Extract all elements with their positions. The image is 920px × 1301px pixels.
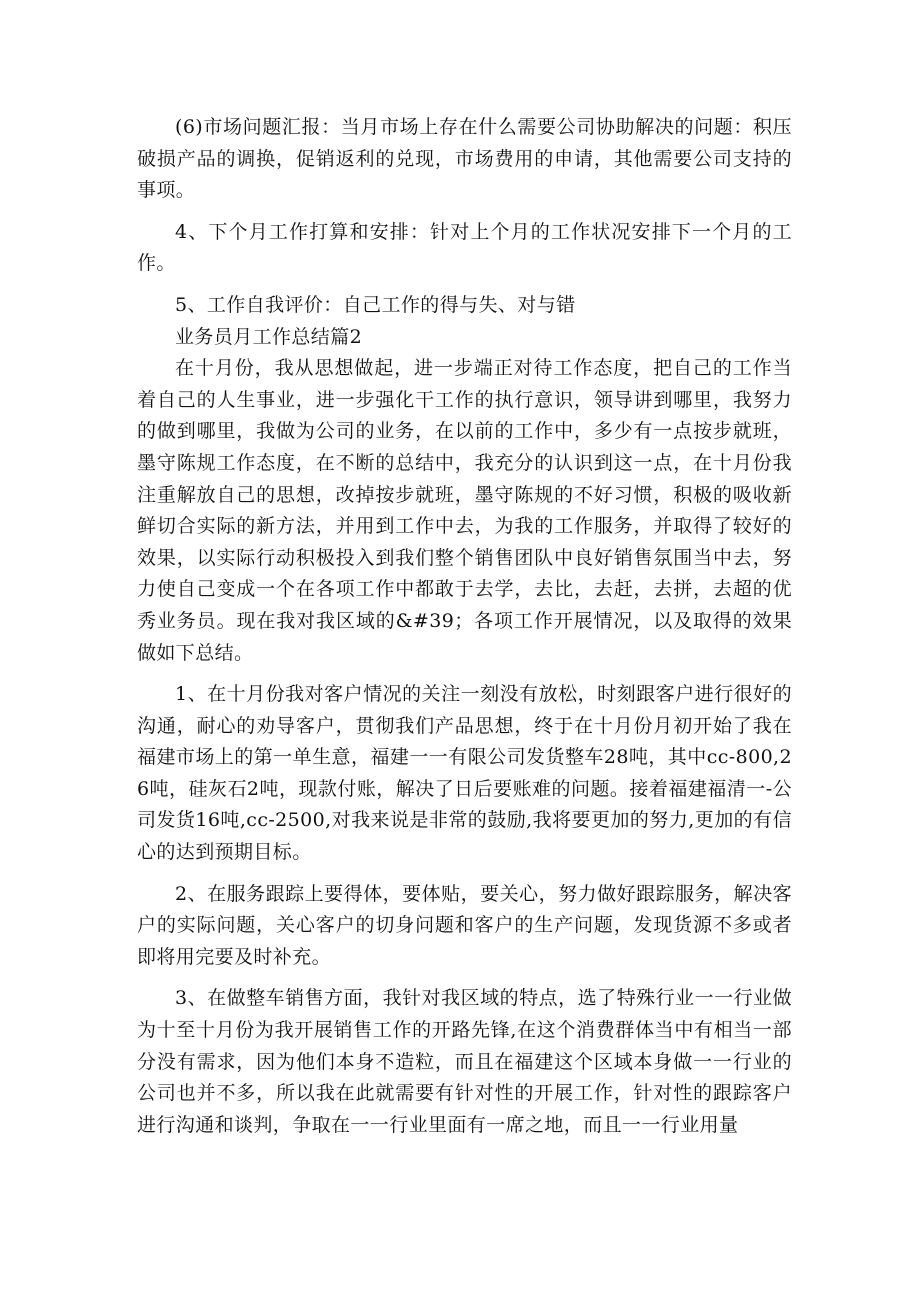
section-heading: 业务员月工作总结篇2 [175, 325, 363, 348]
paragraph-item-3: 3、在做整车销售方面，我针对我区域的特点，选了特殊行业一一行业做为十至十月份为我开展销售工作的开路先锋,在这个消费群体当中有相当一部分没有需求，因为他们本身不造粒，而且在福建这个区域本身做一一行业的公司也并不多，所以我在此就需要有针对性的开展工作，针对性的跟踪客户进行沟通和谈判，争取在一一行业里面有一席之地，而且一一行业用量 [137, 987, 792, 1136]
paragraph-item-1: 1、在十月份我对客户情况的关注一刻没有放松，时刻跟客户进行很好的沟通，耐心的劝导客户，贯彻我们产品思想，终于在十月份月初开始了我在福建市场上的第一单生意，福建一一有限公司发货整车28吨，其中cc-800,26吨，硅灰石2吨，现款付账，解决了日后要账难的问题。接着福建福清一-公司发货16吨,cc-2500,对我来说是非常的鼓励,我将要更加的努力,更加的有信心的达到预期目标。 [137, 683, 792, 864]
paragraph-self-evaluation: 5、工作自我评价：自己工作的得与失、对与错 [175, 293, 576, 316]
paragraph-intro: 在十月份，我从思想做起，进一步端正对待工作态度，把自己的工作当着自己的人生事业，进一步强化干工作的执行意识，领导讲到哪里，我努力的做到哪里，我做为公司的业务，在以前的工作中，多少有一点按步就班，墨守陈规工作态度，在不断的总结中，我充分的认识到这一点，在十月份我注重解放自己的思想，改掉按步就班，墨守陈规的不好习惯，积极的吸收新鲜切合实际的新方法，并用到工作中去，为我的工作服务，并取得了较好的效果，以实际行动积极投入到我们整个销售团队中良好销售氛围当中去，努力使自己变成一个在各项工作中都敢于去学，去比，去赶，去拼，去超的优秀业务员。现在我对我区域的&#39；各项工作开展情况，以及取得的效果做如下总结。 [137, 357, 792, 664]
paragraph-item-2: 2、在服务跟踪上要得体，要体贴，要关心，努力做好跟踪服务，解决客户的实际问题，关心客户的切身问题和客户的生产问题，发现货源不多或者即将用完要及时补充。 [137, 882, 792, 968]
paragraph-market-issues: (6)市场问题汇报：当月市场上存在什么需要公司协助解决的问题：积压破损产品的调换，促销返利的兑现，市场费用的申请，其他需要公司支持的事项。 [137, 116, 792, 202]
paragraph-next-month-plan: 4、下个月工作打算和安排：针对上个月的工作状况安排下一个月的工作。 [137, 220, 792, 275]
